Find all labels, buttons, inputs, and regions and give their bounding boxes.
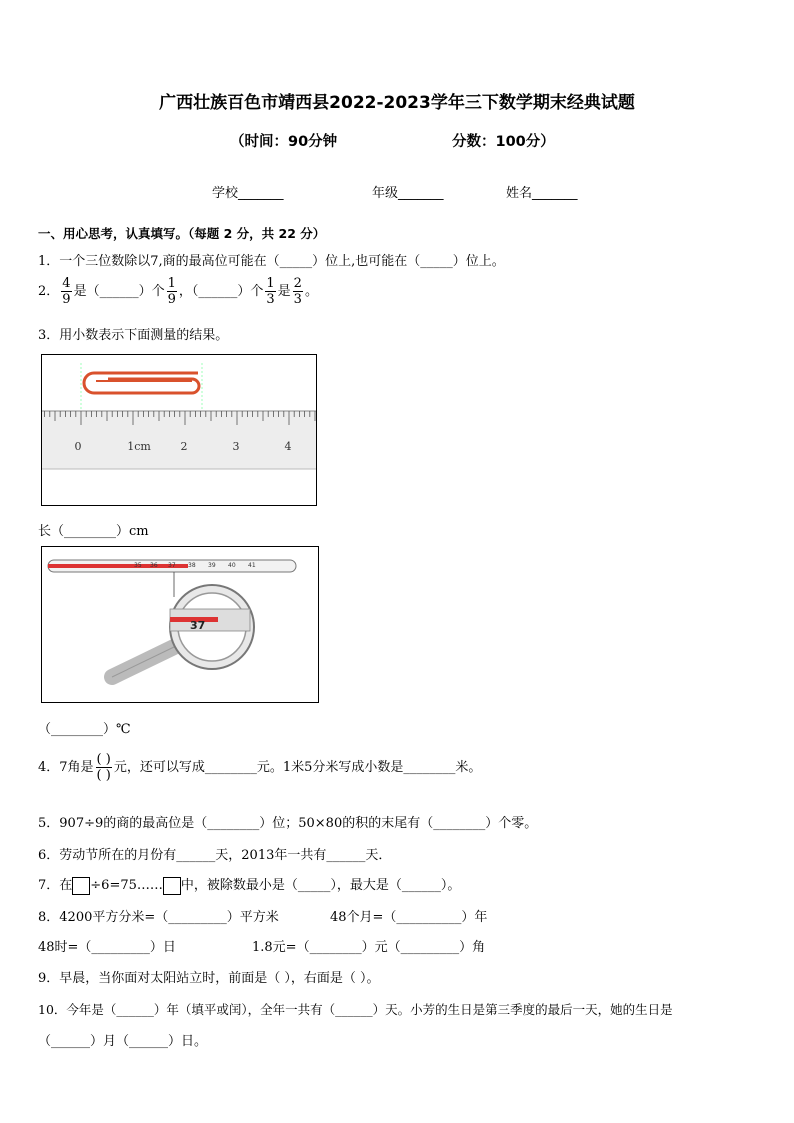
ruler-label: 0 (74, 440, 82, 453)
fraction-blank: $\frac{( )}{( )}$ (96, 752, 111, 783)
ruler-label: 4 (284, 440, 292, 453)
thermometer-illustration (42, 547, 318, 702)
question-3: 3．用小数表示下面测量的结果。 (38, 328, 229, 343)
question-10-line2: （______）月（______）日。 (38, 1034, 208, 1049)
exam-title: 广西壮族百色市靖西县2022-2023学年三下数学期末经典试题 (159, 93, 635, 113)
question-8a-right: 48个月=（__________）年 (330, 910, 488, 925)
question-8b-left: 48时=（_________）日 (38, 940, 176, 955)
school-field: 学校_______ (212, 186, 284, 201)
svg-text:37: 37 (168, 562, 176, 569)
question-4: 4．7角是 $\frac{( )}{( )}$ 元，还可以写成________元。1米5分米写成小数是________米。 (38, 752, 482, 783)
thermometer-figure (41, 546, 319, 703)
ruler-illustration (42, 355, 316, 505)
svg-text:39: 39 (208, 562, 216, 569)
blank-box (163, 877, 181, 895)
ruler-figure (41, 354, 317, 506)
svg-text:41: 41 (248, 562, 256, 569)
question-8a-left: 8．4200平方分米=（_________）平方米 (38, 910, 279, 925)
exam-score: 分数：100分） (452, 134, 555, 150)
exam-time: （时间：90分钟 (230, 134, 338, 150)
svg-text:40: 40 (228, 562, 236, 569)
name-field: 姓名_______ (506, 186, 578, 201)
blank-box (72, 877, 90, 895)
question-5: 5．907÷9的商的最高位是（________）位；50×80的积的末尾有（________）个零。 (38, 816, 538, 831)
magnifier-icon (112, 585, 254, 677)
fraction: $\frac{1}{9}$ (167, 276, 176, 307)
answer-length: 长（________）cm (38, 524, 149, 539)
question-6: 6．劳动节所在的月份有______天，2013年一共有______天． (38, 848, 392, 863)
question-2: 2． $\frac{4}{9}$ 是（______）个 $\frac{1}{9}$ ，（______）个 $\frac{1}{3}$ 是 $\frac{2}{3}$ 。 (38, 276, 318, 307)
svg-text:37: 37 (190, 619, 206, 632)
section-heading: 一、用心思考，认真填写。（每题 2 分，共 22 分） (38, 226, 326, 241)
fraction: $\frac{4}{9}$ (62, 276, 71, 307)
paperclip-icon (84, 373, 199, 393)
ruler-label: 1cm (127, 440, 151, 453)
question-9: 9．早晨，当你面对太阳站立时，前面是（ ），右面是（ ）。 (38, 971, 380, 986)
question-7: 7．在 ÷6=75…… 中，被除数最小是（_____），最大是（______）。 (38, 878, 461, 893)
question-10-line1: 10．今年是（______）年（填平或闰），全年一共有（______）天。小芳的生日是第三季度的最后一天，她的生日是 (38, 1002, 673, 1017)
ruler-label: 2 (180, 440, 188, 453)
ruler-label: 3 (232, 440, 240, 453)
question-8b-right: 1.8元=（________）元（_________）角 (252, 940, 486, 955)
svg-text:38: 38 (188, 562, 196, 569)
question-1: 1．一个三位数除以7,商的最高位可能在（_____）位上,也可能在（_____）位上。 (38, 254, 505, 269)
fraction: $\frac{1}{3}$ (266, 276, 275, 307)
answer-temperature: （________）℃ (38, 722, 131, 737)
svg-text:35: 35 (134, 562, 142, 569)
svg-text:36: 36 (150, 562, 158, 569)
fraction: $\frac{2}{3}$ (293, 276, 302, 307)
grade-field: 年级_______ (372, 186, 444, 201)
